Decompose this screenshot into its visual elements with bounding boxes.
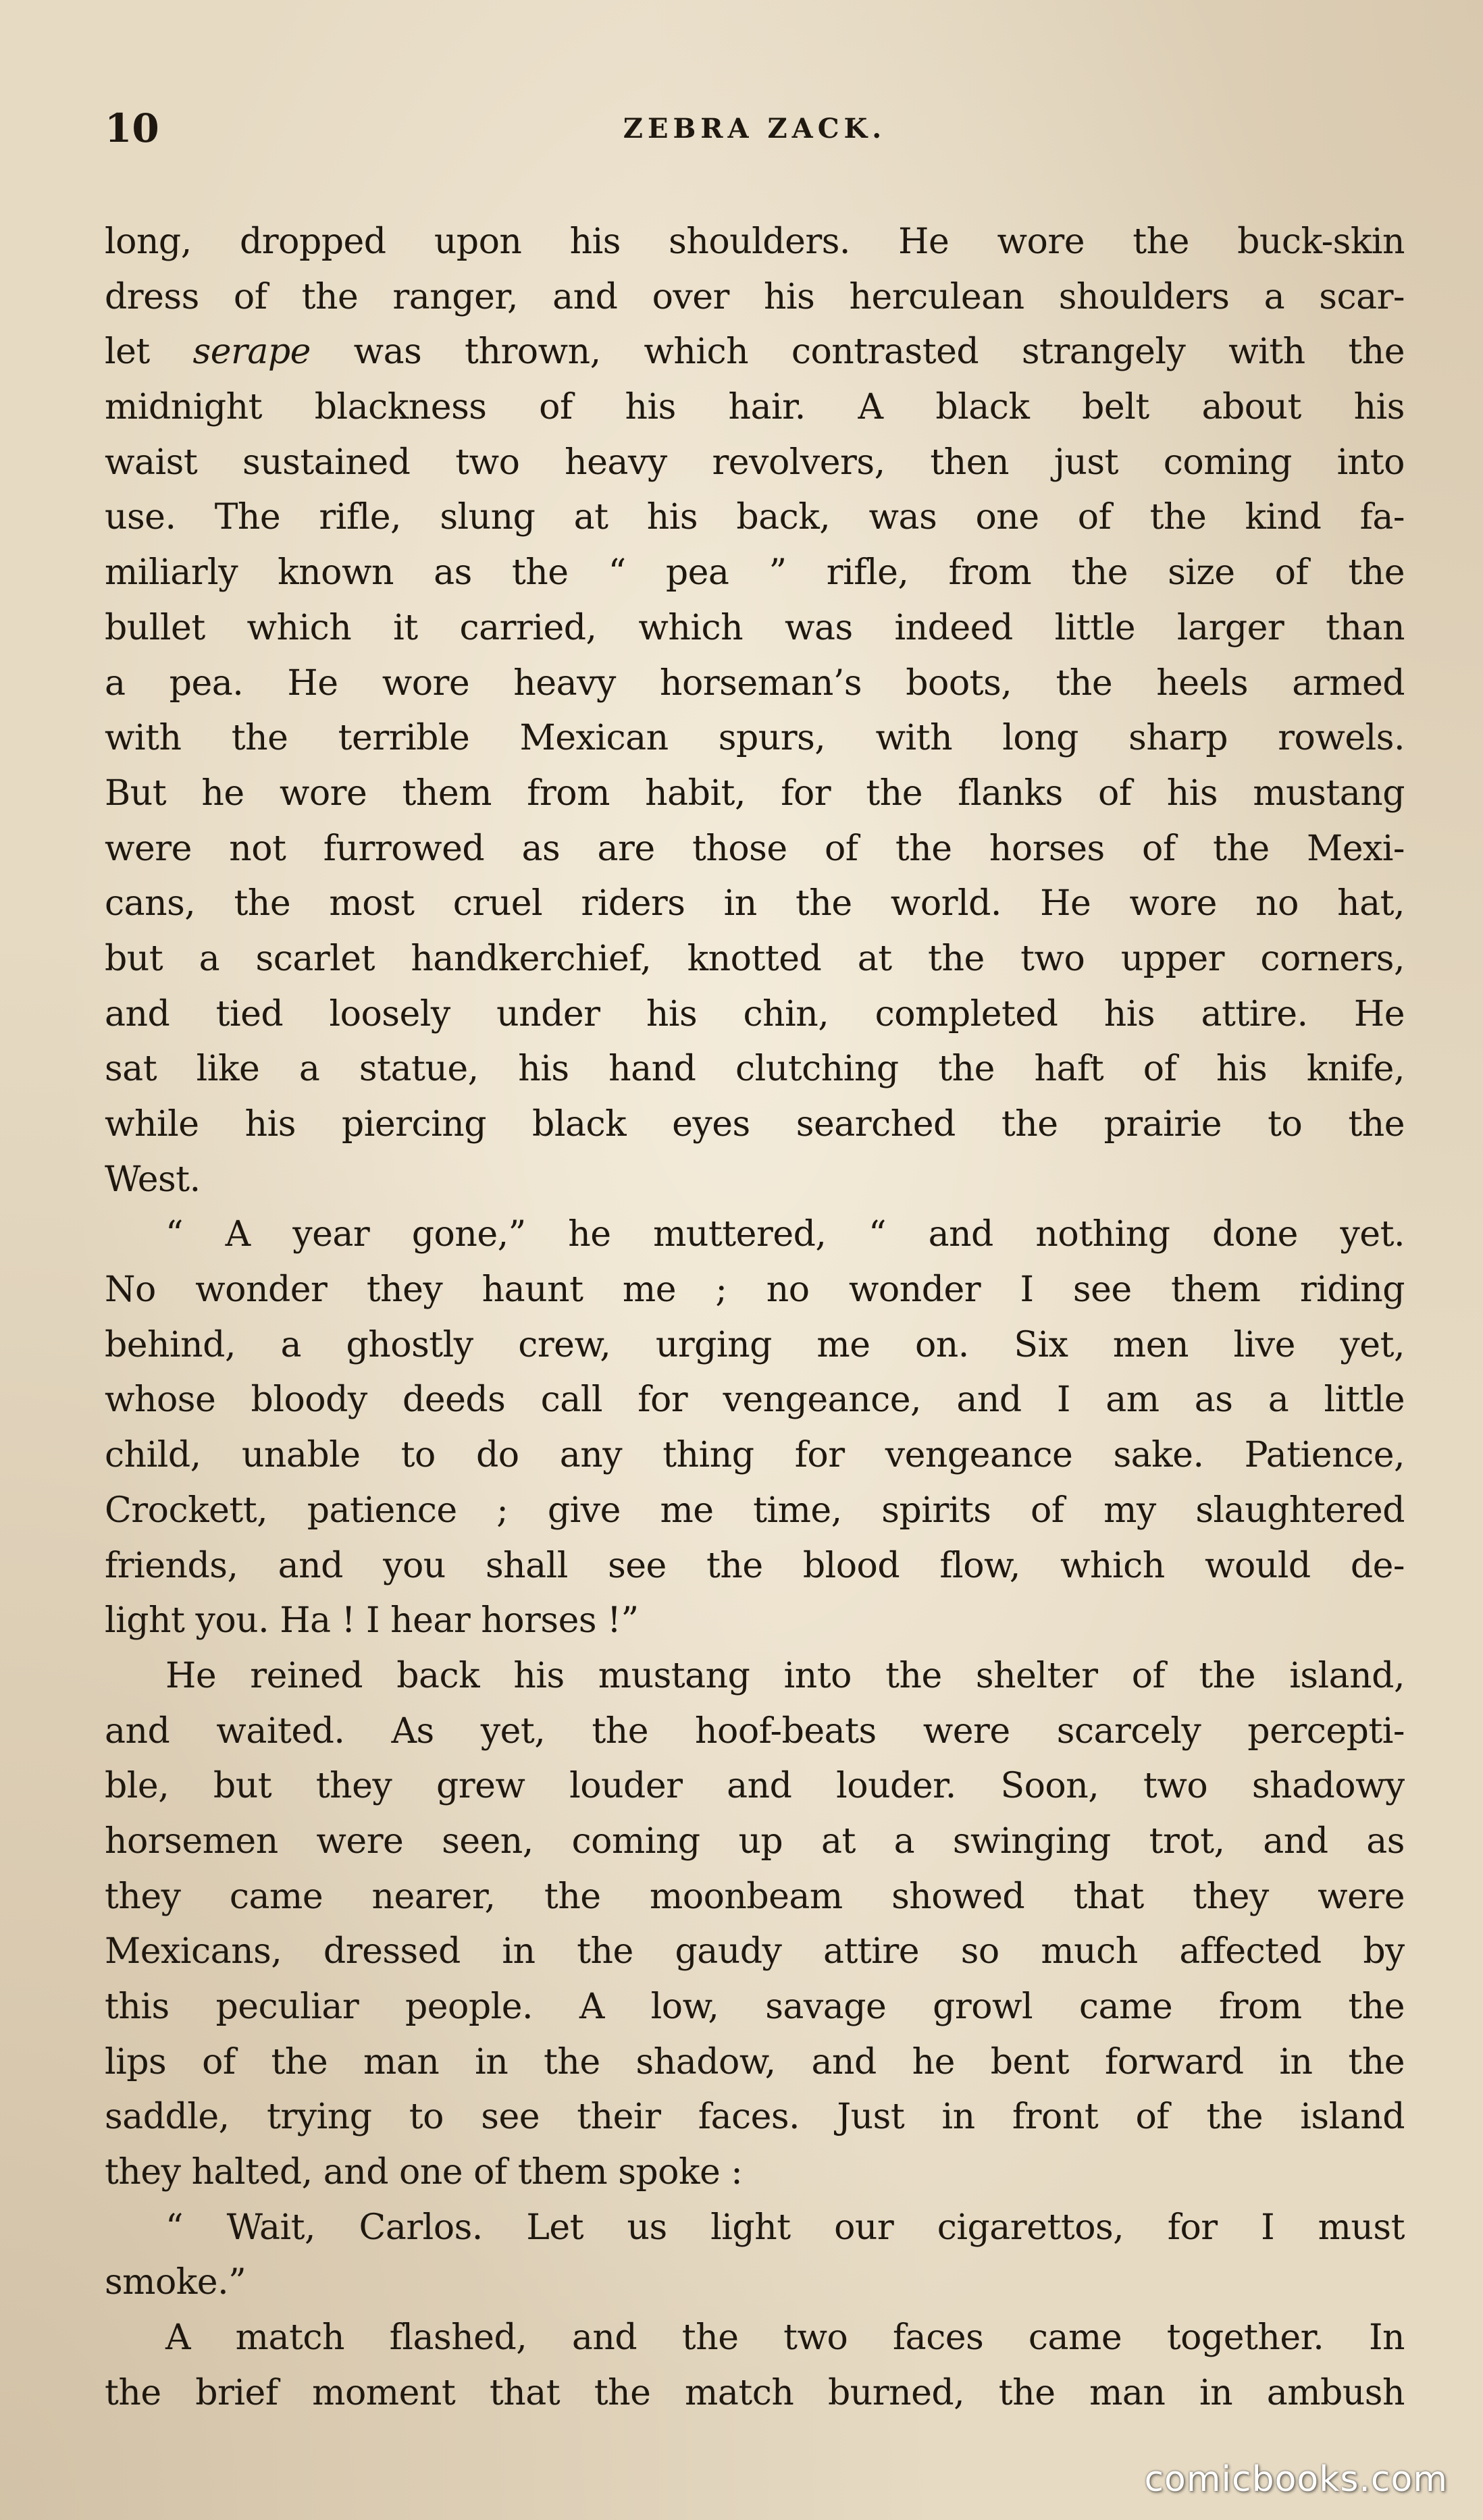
text-line: they came nearer, the moonbeam showed that they were [105,1876,1405,1917]
text-line: West. [105,1159,201,1200]
text-line: saddle, trying to see their faces. Just in front of the island [105,2097,1405,2138]
page-number: 10 [105,105,159,151]
text-line: behind, a ghostly crew, urging me on. Six men live yet, [105,1324,1405,1365]
text-line: use. The rifle, slung at his back, was one of the kind fa- [105,497,1405,538]
text-line: dress of the ranger, and over his herculean shoulders a scar- [105,276,1405,317]
text-line: long, dropped upon his shoulders. He wore the buck-skin [105,221,1405,262]
text-line: bullet which it carried, which was indeed little larger than [105,607,1405,648]
running-head [105,101,1405,155]
text-line: light you. Ha ! I hear horses !” [105,1600,639,1642]
text-line: a pea. He wore heavy horseman’s boots, the heels armed [105,662,1405,704]
text-line: ble, but they grew louder and louder. Soon, two shadowy [105,1766,1405,1807]
text-line: waist sustained two heavy revolvers, then just coming into [105,442,1405,483]
text-line: Crockett, patience ; give me time, spirits of my slaughtered [105,1490,1405,1531]
text-line: A match flashed, and the two faces came together. In [165,2317,1405,2359]
text-line: and tied loosely under his chin, completed his attire. He [105,993,1405,1034]
text-line: the brief moment that the match burned, the man in ambush [105,2372,1405,2413]
text-line: horsemen were seen, coming up at a swinging trot, and as [105,1820,1405,1862]
text-line: but a scarlet handkerchief, knotted at the two upper corners, [105,938,1405,979]
text-line: this peculiar people. A low, savage growl came from the [105,1987,1405,2027]
text-line: He reined back his mustang into the shelter of the island, [165,1655,1405,1696]
text-line: miliarly known as the “ pea ” rifle, from the size of the [105,552,1405,594]
text-line: Mexicans, dressed in the gaudy attire so much affected by [105,1931,1405,1972]
text-line: cans, the most cruel riders in the world. He wore no hat, [105,883,1405,924]
running-title: ZEBRA ZACK. [623,113,887,145]
text-line: whose bloody deeds call for vengeance, and I am as a little [105,1380,1405,1421]
text-line: sat like a statue, his hand clutching the haft of his knife, [105,1049,1405,1090]
text-line: friends, and you shall see the blood flow, which would de- [105,1545,1405,1586]
text-line: let serape was thrown, which contrasted strangely with the [105,332,1405,373]
text-line: while his piercing black eyes searched the prairie to the [105,1104,1405,1145]
text-line: lips of the man in the shadow, and he bent forward in the [105,2041,1405,2082]
text-line: were not furrowed as are those of the horses of the Mexi- [105,828,1405,869]
text-line: with the terrible Mexican spurs, with long sharp rowels. [105,718,1405,759]
italic-word: serape [192,332,311,373]
text-line: “ A year gone,” he muttered, “ and nothing done yet. [165,1214,1405,1255]
text-line: But he wore them from habit, for the flanks of his mustang [105,772,1405,814]
text-line: midnight blackness of his hair. A black belt about his [105,387,1405,428]
watermark: comicbooks.com [1144,2459,1448,2500]
text-line: and waited. As yet, the hoof-beats were scarcely percepti- [105,1710,1405,1752]
body-text [105,215,1405,2421]
text-line: child, unable to do any thing for vengeance sake. Patience, [105,1435,1405,1476]
text-line: smoke.” [105,2262,246,2303]
text-line: they halted, and one of them spoke : [105,2152,743,2193]
text-line: “ Wait, Carlos. Let us light our cigarettos, for I must [165,2207,1405,2248]
text-line: No wonder they haunt me ; no wonder I see them riding [105,1269,1405,1311]
